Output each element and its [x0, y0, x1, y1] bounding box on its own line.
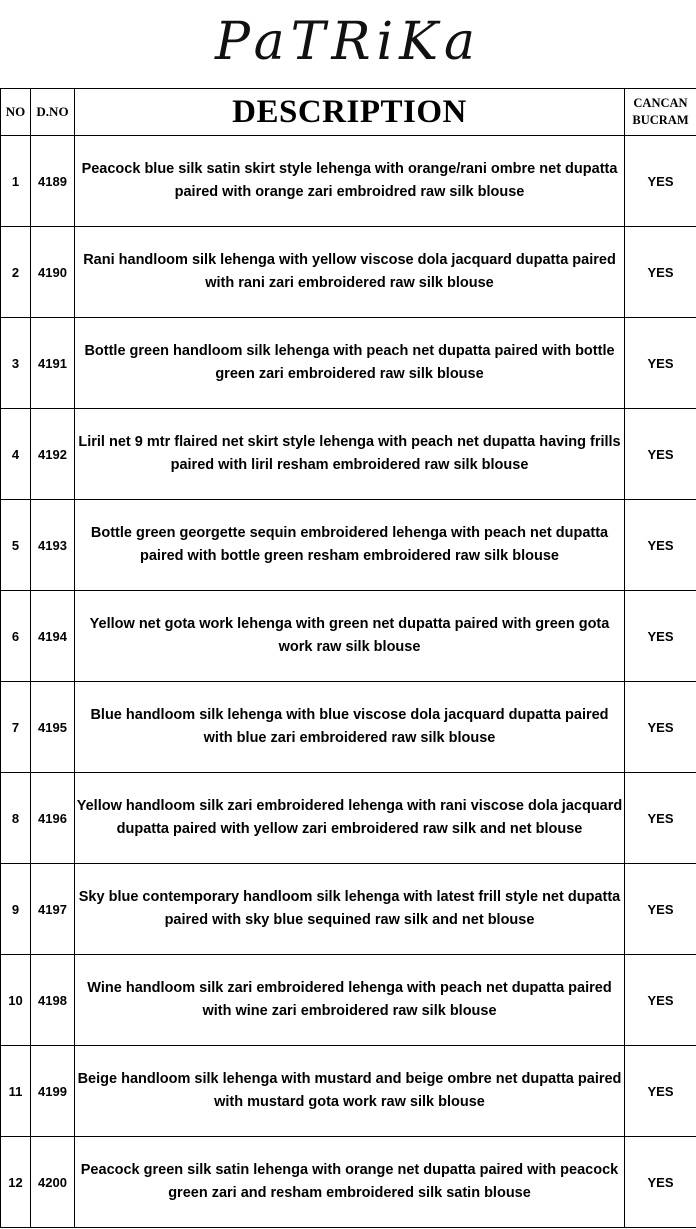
description-cell: Beige handloom silk lehenga with mustard and beige ombre net dupatta paired with mustard gota work raw silk blouse — [75, 1046, 625, 1137]
row-number-cell: 6 — [1, 591, 31, 682]
design-number-cell: 4198 — [31, 955, 75, 1046]
cancan-cell: YES — [625, 409, 696, 500]
design-number-cell: 4197 — [31, 864, 75, 955]
table-row — [1, 500, 696, 591]
row-number-cell: 2 — [1, 227, 31, 318]
description-cell: Liril net 9 mtr flaired net skirt style lehenga with peach net dupatta having frills paired with liril resham embroidered raw silk blouse — [75, 409, 625, 500]
table-row — [1, 864, 696, 955]
cancan-cell: YES — [625, 227, 696, 318]
column-header-cancan-line2: BUCRAM — [632, 113, 689, 127]
cancan-cell: YES — [625, 591, 696, 682]
row-number-cell: 5 — [1, 500, 31, 591]
design-number-cell: 4200 — [31, 1137, 75, 1228]
row-number-cell: 10 — [1, 955, 31, 1046]
column-header-dno: D.NO — [31, 89, 75, 136]
row-number-cell: 11 — [1, 1046, 31, 1137]
description-cell: Peacock blue silk satin skirt style lehenga with orange/rani ombre net dupatta paired with orange zari embroidred raw silk blouse — [75, 136, 625, 227]
cancan-cell: YES — [625, 136, 696, 227]
table-row — [1, 409, 696, 500]
description-cell: Bottle green handloom silk lehenga with peach net dupatta paired with bottle green zari embroidered raw silk blouse — [75, 318, 625, 409]
row-number-cell: 3 — [1, 318, 31, 409]
table-row — [1, 1137, 696, 1228]
table-row — [1, 1046, 696, 1137]
column-header-cancan — [625, 89, 696, 136]
row-number-cell: 12 — [1, 1137, 31, 1228]
description-cell: Yellow net gota work lehenga with green net dupatta paired with green gota work raw silk blouse — [75, 591, 625, 682]
cancan-cell: YES — [625, 1046, 696, 1137]
brand-logo — [0, 0, 696, 88]
table-row — [1, 682, 696, 773]
design-number-cell: 4199 — [31, 1046, 75, 1137]
cancan-cell: YES — [625, 1137, 696, 1228]
table-row — [1, 773, 696, 864]
cancan-cell: YES — [625, 864, 696, 955]
description-cell: Sky blue contemporary handloom silk lehenga with latest frill style net dupatta paired with sky blue sequined raw silk and net blouse — [75, 864, 625, 955]
row-number-cell: 4 — [1, 409, 31, 500]
design-number-cell: 4189 — [31, 136, 75, 227]
cancan-cell: YES — [625, 682, 696, 773]
description-cell: Wine handloom silk zari embroidered lehenga with peach net dupatta paired with wine zari embroidered raw silk blouse — [75, 955, 625, 1046]
row-number-cell: 9 — [1, 864, 31, 955]
design-number-cell: 4193 — [31, 500, 75, 591]
table-row — [1, 318, 696, 409]
design-number-cell: 4192 — [31, 409, 75, 500]
row-number-cell: 7 — [1, 682, 31, 773]
cancan-cell: YES — [625, 318, 696, 409]
table-row — [1, 227, 696, 318]
description-cell: Bottle green georgette sequin embroidered lehenga with peach net dupatta paired with bottle green resham embroidered raw silk blouse — [75, 500, 625, 591]
design-number-cell: 4190 — [31, 227, 75, 318]
table-row — [1, 955, 696, 1046]
row-number-cell: 1 — [1, 136, 31, 227]
table-row — [1, 591, 696, 682]
design-number-cell: 4191 — [31, 318, 75, 409]
cancan-cell: YES — [625, 955, 696, 1046]
column-header-description: DESCRIPTION — [75, 89, 625, 136]
design-number-cell: 4195 — [31, 682, 75, 773]
cancan-cell: YES — [625, 500, 696, 591]
description-cell: Rani handloom silk lehenga with yellow viscose dola jacquard dupatta paired with rani zari embroidered raw silk blouse — [75, 227, 625, 318]
design-number-cell: 4194 — [31, 591, 75, 682]
column-header-cancan-line1: CANCAN — [633, 96, 688, 110]
cancan-cell: YES — [625, 773, 696, 864]
description-cell: Yellow handloom silk zari embroidered lehenga with rani viscose dola jacquard dupatta paired with yellow zari embroidered raw silk and net blouse — [75, 773, 625, 864]
table-row — [1, 136, 696, 227]
header-row — [1, 89, 696, 136]
brand-logo-text: PaTRiKa — [215, 12, 481, 72]
catalog-table — [0, 88, 696, 1228]
row-number-cell: 8 — [1, 773, 31, 864]
description-cell: Blue handloom silk lehenga with blue viscose dola jacquard dupatta paired with blue zari embroidered raw silk blouse — [75, 682, 625, 773]
description-cell: Peacock green silk satin lehenga with orange net dupatta paired with peacock green zari and resham embroidered silk satin blouse — [75, 1137, 625, 1228]
column-header-no: NO — [1, 89, 31, 136]
design-number-cell: 4196 — [31, 773, 75, 864]
